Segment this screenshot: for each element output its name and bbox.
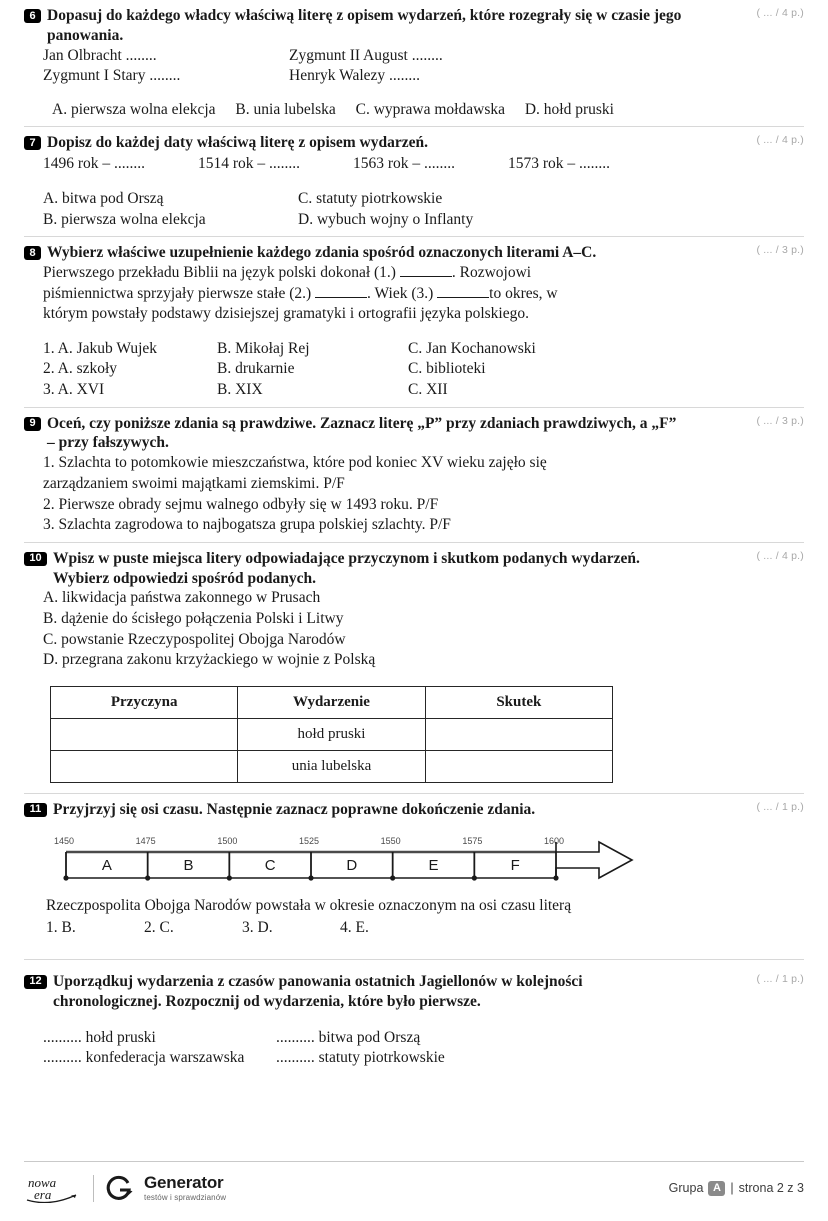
timeline-year-label: 1550	[380, 835, 401, 846]
column-header-przyczyna: Przyczyna	[51, 686, 238, 718]
option-a: A. bitwa pod Orszą	[43, 189, 164, 207]
date-blank-1563[interactable]: 1563 rok – ........	[353, 155, 456, 173]
option-b: B. dążenie do ścisłego połączenia Polski i Litwy	[43, 609, 344, 627]
group-label: Grupa	[668, 1181, 704, 1195]
option-1-a: 1. A. Jakub Wujek	[43, 339, 158, 357]
option-1-b: B. Mikołaj Rej	[217, 339, 310, 357]
statement-3[interactable]: 3. Szlachta zagrodowa to najbogatsza grupa polskiej szlachty. P/F	[43, 516, 451, 534]
option-row	[43, 380, 804, 401]
answer-option-1[interactable]: 1. B.	[46, 919, 76, 937]
task-11	[24, 794, 804, 945]
timeline-year-label: 1475	[135, 835, 156, 846]
task-11-header	[24, 800, 804, 820]
task-8-passage	[43, 263, 603, 325]
timeline-year-label: 1600	[544, 835, 565, 846]
task-10-prompt: Wpisz w puste miejsca litery odpowiadające przyczynom i skutkom podanych wydarzeń. Wybierz odpowiedzi spośród podanych.	[53, 549, 640, 587]
page-number-text: strona 2 z 3	[738, 1181, 804, 1195]
ruler-blank-zygmunt-i-stary[interactable]: Zygmunt I Stary ........	[43, 67, 181, 85]
timeline-year-label: 1575	[462, 835, 483, 846]
passage-part-3: . Wiek (3.)	[367, 284, 434, 302]
ruler-pair-row	[43, 46, 804, 67]
task-number-badge: 9	[24, 417, 41, 431]
timeline-segment-label-f: F	[510, 856, 520, 874]
timeline-svg	[44, 832, 644, 890]
task-11-prompt: Przyjrzyj się osi czasu. Następnie zaznacz poprawne dokończenie zdania.	[53, 800, 536, 818]
passage-part-4: to okres, w którym powstały podstawy dzisiejszej gramatyki i ortografii języka polskiego.	[43, 284, 558, 323]
timeline-year-label: 1525	[299, 835, 320, 846]
passage-part-2: . Rozwojowi piśmiennictwa sprzyjały pierwsze stałe (2.)	[43, 263, 532, 302]
timeline-segment-label-a: A	[101, 856, 112, 874]
footer-divider	[24, 1161, 804, 1162]
brand-block	[24, 1173, 226, 1203]
option-3-c: C. XII	[408, 381, 448, 399]
timeline-year-label: 1450	[54, 835, 75, 846]
task-12-prompt: Uporządkuj wydarzenia z czasów panowania ostatnich Jagiellonów w kolejności chronologicznej. Rozpocznij od wydarzenia, które było pierwsze.	[53, 972, 583, 1010]
option-row	[43, 189, 804, 210]
timeline-tick-dot	[308, 875, 313, 880]
task-7-options	[43, 189, 804, 230]
task-7-prompt: Dopisz do każdej daty właściwą literę z opisem wydarzeń.	[47, 134, 428, 152]
option-3-a: 3. A. XVI	[43, 381, 105, 399]
task-8-header	[24, 243, 804, 263]
answer-option-2[interactable]: 2. C.	[144, 919, 174, 937]
timeline-tick-dot	[145, 875, 150, 880]
task-10-header	[24, 549, 804, 589]
timeline-segment-label-e: E	[428, 856, 439, 874]
answer-option-3[interactable]: 3. D.	[242, 919, 273, 937]
option-2-b: B. drukarnie	[217, 360, 295, 378]
ruler-blank-zygmunt-ii-august[interactable]: Zygmunt II August ........	[289, 46, 443, 64]
task-12-body	[24, 1028, 804, 1069]
option-d: D. wybuch wojny o Inflanty	[298, 210, 474, 228]
option-3-b: B. XIX	[217, 381, 263, 399]
ruler-blank-henryk-walezy[interactable]: Henryk Walezy ........	[289, 67, 421, 85]
timeline-tick-dot	[390, 875, 395, 880]
footer-page-info	[669, 1181, 804, 1196]
page-footer	[24, 1161, 804, 1203]
task-number-badge: 11	[24, 803, 47, 817]
task-8-options	[43, 339, 804, 401]
date-blank-1496[interactable]: 1496 rok – ........	[43, 155, 146, 173]
table-row	[51, 750, 613, 782]
answer-option-4[interactable]: 4. E.	[340, 919, 369, 937]
timeline-segment-label-c: C	[264, 856, 276, 874]
timeline-tick-dot	[63, 875, 68, 880]
generator-text-block	[144, 1174, 226, 1202]
task-9-prompt: Oceń, czy poniższe zdania są prawdziwe. Zaznacz literę „P” przy zdaniach prawdziwych, a „F” – przy fałszywych.	[47, 414, 677, 452]
answer-blank-1[interactable]	[400, 265, 452, 277]
task-number-badge: 8	[24, 246, 41, 260]
option-row	[43, 339, 804, 360]
option-2-c: C. biblioteki	[408, 360, 486, 378]
brand-separator	[93, 1175, 94, 1202]
option-c: C. wyprawa mołdawska	[355, 100, 505, 118]
option-c: C. statuty piotrkowskie	[298, 189, 443, 207]
logo-line-2: era	[34, 1187, 52, 1202]
timeline-tick-dot	[472, 875, 477, 880]
timeline-segment-label-b: B	[183, 856, 194, 874]
task-11-sentence: Rzeczpospolita Obojga Narodów powstała w okresie oznaczonym na osi czasu literą	[46, 896, 572, 914]
cell-event-2: unia lubelska	[238, 750, 425, 782]
statement-1[interactable]: 1. Szlachta to potomkowie mieszczaństwa, które pod koniec XV wieku zajęło się zarządzaniem swoimi majątkami ziemskimi. P/F	[43, 454, 547, 492]
task-12-points: ( ... / 1 p.)	[756, 972, 804, 985]
ruler-pair-row	[43, 66, 804, 87]
order-blank-hold-pruski[interactable]: .......... hołd pruski	[43, 1028, 156, 1046]
option-c: C. powstanie Rzeczypospolitej Obojga Narodów	[43, 630, 346, 648]
passage-part-1: Pierwszego przekładu Biblii na język polski dokonał (1.)	[43, 263, 396, 281]
task-9-header	[24, 414, 804, 454]
task-6-options	[43, 100, 804, 121]
task-10	[24, 543, 804, 793]
footer-divider-pipe: |	[730, 1181, 734, 1195]
timeline-segment-label-d: D	[346, 856, 358, 874]
order-row	[43, 1048, 804, 1069]
answer-blank-2[interactable]	[315, 286, 367, 298]
option-a: A. likwidacja państwa zakonnego w Prusach	[43, 589, 321, 607]
column-header-skutek: Skutek	[425, 686, 612, 718]
option-b: B. pierwsza wolna elekcja	[43, 210, 206, 228]
timeline-diagram	[44, 832, 644, 890]
cell-event-1: hołd pruski	[238, 718, 425, 750]
option-row	[43, 359, 804, 380]
task-12-items	[43, 1028, 804, 1069]
task-number-badge: 10	[24, 552, 47, 566]
task-11-points: ( ... / 1 p.)	[756, 800, 804, 813]
generator-title: Generator	[144, 1173, 224, 1192]
task-6-prompt: Dopasuj do każdego władcy właściwą literę z opisem wydarzeń, które rozegrały się w czasie jego panowania.	[47, 7, 682, 44]
table-row	[51, 718, 613, 750]
task-7-points: ( ... / 4 p.)	[756, 134, 804, 147]
task-number-badge: 6	[24, 9, 41, 23]
task-8-body	[24, 263, 804, 401]
order-row	[43, 1028, 804, 1049]
task-9-body	[24, 453, 804, 535]
task-7	[24, 127, 804, 236]
timeline-arrow-icon	[556, 842, 632, 878]
generator-g-icon	[105, 1174, 133, 1202]
option-1-c: C. Jan Kochanowski	[408, 339, 536, 357]
logo-line-1: nowa	[28, 1175, 57, 1190]
task-11-body	[24, 896, 804, 939]
order-blank-statuty-piotrkowskie[interactable]: .......... statuty piotrkowskie	[276, 1049, 445, 1067]
task-10-points: ( ... / 4 p.)	[756, 549, 804, 562]
option-2-a: 2. A. szkoły	[43, 360, 118, 378]
task-7-dates	[43, 154, 804, 175]
task-9	[24, 408, 804, 542]
ruler-blank-jan-olbracht[interactable]: Jan Olbracht ........	[43, 46, 157, 64]
cell-effect-1[interactable]	[425, 718, 612, 750]
task-10-body	[24, 588, 804, 670]
task-9-points: ( ... / 3 p.)	[756, 414, 804, 427]
group-badge: A	[708, 1181, 725, 1196]
cell-cause-1[interactable]	[51, 718, 238, 750]
task-7-header	[24, 133, 804, 153]
option-row	[43, 210, 804, 231]
statement-2[interactable]: 2. Pierwsze obrady sejmu walnego odbyły się w 1493 roku. P/F	[43, 495, 439, 513]
task-6-points: ( ... / 4 p.)	[756, 7, 804, 19]
column-header-wydarzenie: Wydarzenie	[238, 686, 425, 718]
option-d: D. hołd pruski	[524, 100, 614, 118]
task-8	[24, 237, 804, 406]
task-number-badge: 7	[24, 136, 41, 150]
task-8-prompt: Wybierz właściwe uzupełnienie każdego zdania spośród oznaczonych literami A–C.	[47, 244, 597, 262]
task-12-header	[24, 972, 804, 1012]
option-a: A. pierwsza wolna elekcja	[52, 100, 216, 118]
task-11-answers	[46, 918, 804, 939]
task-6-body	[24, 46, 804, 121]
order-blank-konfederacja-warszawska[interactable]: .......... konfederacja warszawska	[43, 1049, 245, 1067]
cause-effect-table	[50, 686, 613, 783]
date-blank-1514[interactable]: 1514 rok – ........	[198, 155, 301, 173]
task-6-header	[24, 6, 804, 46]
footer-content	[24, 1173, 804, 1203]
date-blank-1573[interactable]: 1573 rok – ........	[508, 155, 611, 173]
table-header-row	[51, 686, 613, 718]
cell-cause-2[interactable]	[51, 750, 238, 782]
option-b: B. unia lubelska	[235, 100, 336, 118]
timeline-year-label: 1500	[217, 835, 238, 846]
timeline-tick-dot	[553, 875, 558, 880]
order-blank-bitwa-pod-orsza[interactable]: .......... bitwa pod Orszą	[276, 1028, 421, 1046]
timeline-tick-dot	[227, 875, 232, 880]
answer-blank-3[interactable]	[437, 286, 489, 298]
task-8-points: ( ... / 3 p.)	[756, 244, 804, 257]
option-d: D. przegrana zakonu krzyżackiego w wojnie z Polską	[43, 651, 376, 669]
task-12	[24, 960, 804, 1075]
task-6	[24, 0, 804, 126]
nowa-era-logo-icon	[24, 1173, 82, 1203]
task-7-body	[24, 154, 804, 230]
cell-effect-2[interactable]	[425, 750, 612, 782]
task-number-badge: 12	[24, 975, 47, 989]
generator-subtitle: testów i sprawdzianów	[144, 1193, 227, 1202]
